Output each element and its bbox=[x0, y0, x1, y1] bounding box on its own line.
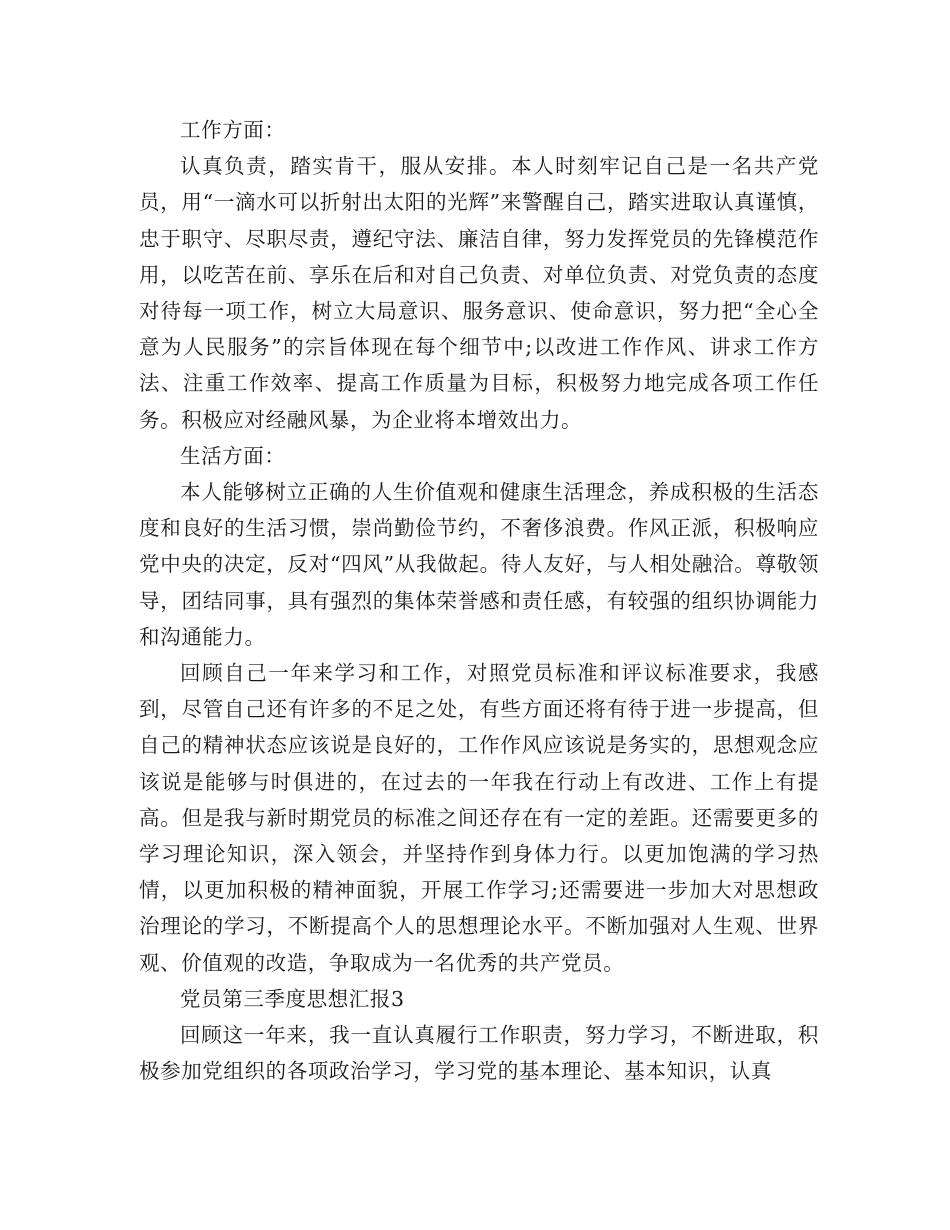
paragraph-work: 认真负责，踏实肯干，服从安排。本人时刻牢记自己是一名共产党员，用“一滴水可以折射出太阳的光辉”来警醒自己，踏实进取认真谨慎，忠于职守、尽职尽责，遵纪守法、廉洁自律，努力发挥党员的先锋模范作用，以吃苦在前、享乐在后和对自己负责、对单位负责、对党负责的态度对待每一项工作，树立大局意识、服务意识、使命意识，努力把“全心全意为人民服务”的宗旨体现在每个细节中;以改进工作作风、讲求工作方法、注重工作效率、提高工作质量为目标，积极努力地完成各项工作任务。积极应对经融风暴，为企业将本增效出力。 bbox=[139, 154, 819, 432]
paragraph-review: 回顾自己一年来学习和工作，对照党员标准和评议标准要求，我感到，尽管自己还有许多的不足之处，有些方面还将有待于进一步提高，但自己的精神状态应该说是良好的，工作作风应该说是务实的，思想观念应该说是能够与时俱进的，在过去的一年我在行动上有改进、工作上有提高。但是我与新时期党员的标准之间还存在有一定的差距。还需要更多的学习理论知识，深入领会，并坚持作到身体力行。以更加饱满的学习热情，以更加积极的精神面貌，开展工作学习;还需要进一步加大对思想政治理论的学习，不断提高个人的思想理论水平。不断加强对人生观、世界观、价值观的改造，争取成为一名优秀的共产党员。 bbox=[139, 661, 819, 975]
section-title: 党员第三季度思想汇报3 bbox=[180, 986, 405, 1011]
paragraph-life: 本人能够树立正确的人生价值观和健康生活理念，养成积极的生活态度和良好的生活习惯，崇尚勤俭节约，不奢侈浪费。作风正派，积极响应党中央的决定，反对“四风”从我做起。待人友好，与人相处融洽。尊敬领导，团结同事，具有强烈的集体荣誉感和责任感，有较强的组织协调能力和沟通能力。 bbox=[139, 480, 819, 649]
paragraph-intro: 回顾这一年来，我一直认真履行工作职责，努力学习，不断进取，积极参加党组织的各项政治学习，学习党的基本理论、基本知识，认真 bbox=[139, 1023, 819, 1084]
heading-life: 生活方面： bbox=[180, 443, 286, 468]
heading-work: 工作方面： bbox=[180, 118, 286, 142]
document-body bbox=[139, 112, 819, 1089]
